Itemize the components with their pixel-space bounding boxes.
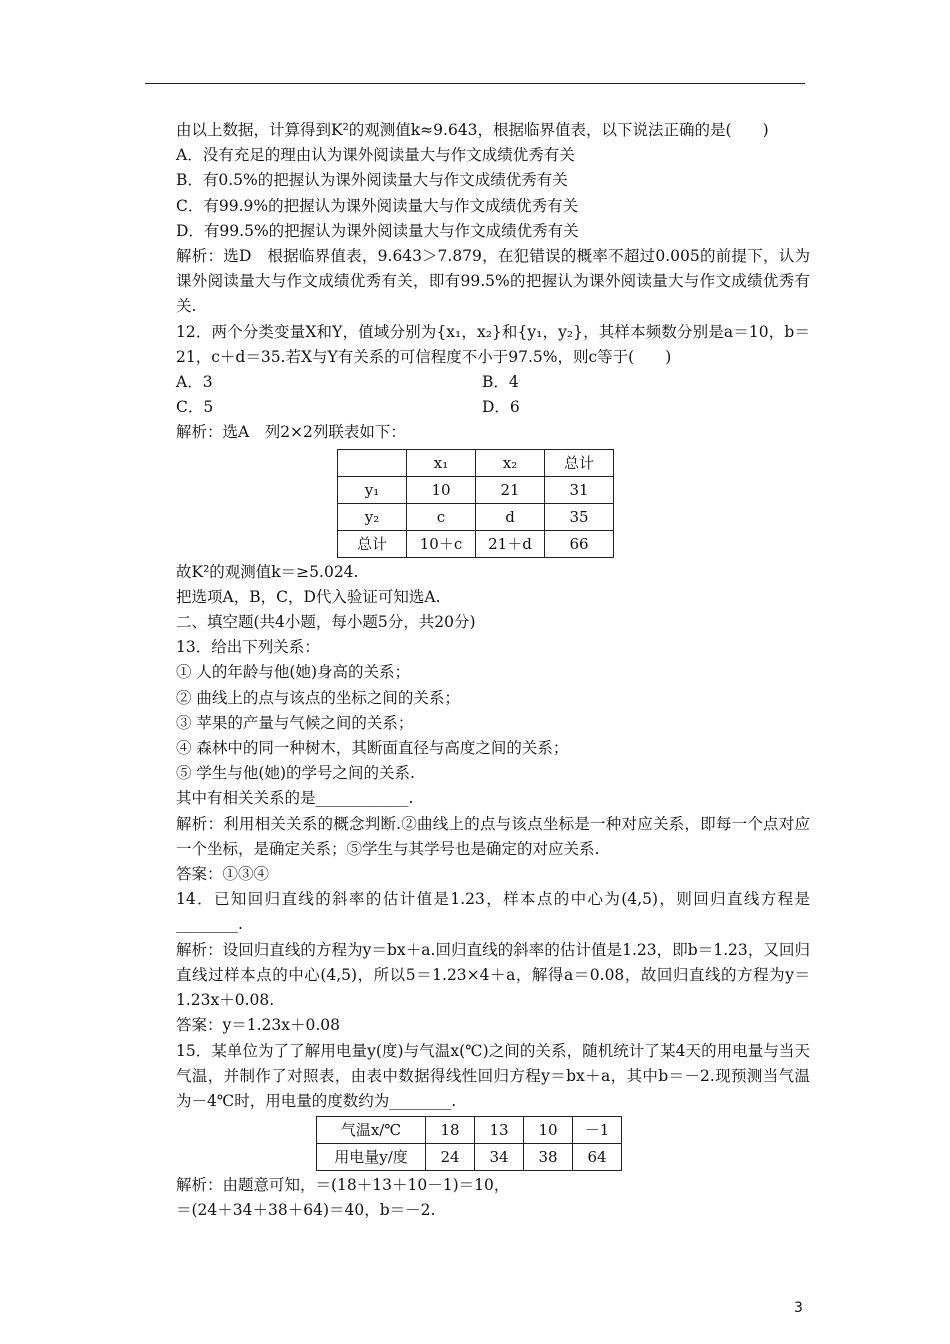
q12-solution-k2: 故K²的观测值k＝≥5.024. [176, 562, 359, 581]
table-cell: 总计 [338, 530, 407, 557]
table-cell: x₁ [407, 449, 476, 476]
q13-item-1: ① 人的年龄与他(她)身高的关系； [176, 663, 411, 682]
q15-stem: 15．某单位为了了解用电量y(度)与气温x(℃)之间的关系，随机统计了某4天的用电量与当天气温，并制作了对照表，由表中数据得线性回归方程y＝bx＋a，其中b＝－2.现预测当气温为－4℃时，用电量的度数约为________. [176, 1041, 810, 1110]
table-cell [338, 449, 407, 476]
q12-solution-conclusion: 把选项A，B，C，D代入验证可知选A. [176, 587, 441, 606]
table-cell: x₂ [476, 449, 545, 476]
q11-option-d: D．有99.5%的把握认为课外阅读量大与作文成绩优秀有关 [176, 221, 579, 240]
table-cell: 10＋c [407, 530, 476, 557]
q13-item-4: ④ 森林中的同一种树木，其断面直径与高度之间的关系； [176, 739, 569, 758]
q11-stem: 由以上数据，计算得到K²的观测值k≈9.643，根据临界值表，以下说法正确的是( ) [176, 121, 769, 139]
q12-option-a: A．3 [176, 373, 213, 392]
table-cell: y₂ [338, 503, 407, 530]
document-body [145, 118, 810, 1224]
table-cell: 用电量y/度 [317, 1144, 426, 1171]
table-cell: d [476, 503, 545, 530]
q13-stem: 13．给出下列关系： [176, 638, 320, 657]
table-cell: 总计 [545, 449, 614, 476]
table-row [338, 449, 614, 476]
section-heading: 二、填空题(共4小题，每小题5分，共20分) [176, 613, 476, 632]
q13-answer: 答案：①③④ [176, 865, 270, 884]
q12-stem: 12．两个分类变量X和Y，值域分别为{x₁，x₂}和{y₁，y₂}，其样本频数分别是a＝10，b＝21，c＋d＝35.若X与Y有关系的可信程度不小于97.5%，则c等于( ) [176, 322, 810, 366]
table-cell: 10 [524, 1117, 573, 1144]
q15-solution-line-1: 解析：由题意可知，＝(18＋13＋10－1)＝10， [176, 1176, 510, 1195]
table-cell: c [407, 503, 476, 530]
table-cell: 气温x/℃ [317, 1117, 426, 1144]
temperature-usage-table [316, 1116, 622, 1171]
table-cell: 10 [407, 476, 476, 503]
table-cell: 13 [475, 1117, 524, 1144]
q13-item-3: ③ 苹果的产量与气候之间的关系； [176, 713, 414, 732]
q14-solution: 解析：设回归直线的方程为y＝bx＋a.回归直线的斜率的估计值是1.23，即b＝1.23，又回归直线过样本点的中心(4,5)，所以5＝1.23×4＋a，解得a＝0.08，故回归直线的方程为y＝1.23x＋0.08. [176, 940, 810, 1010]
table-row [338, 503, 614, 530]
q12-solution-intro: 解析：选A 列2×2列联表如下： [176, 423, 406, 442]
table-cell: 66 [545, 530, 614, 557]
table-cell: 18 [426, 1117, 475, 1144]
contingency-table [337, 449, 614, 558]
page-number: 3 [794, 1300, 803, 1316]
table-cell: 64 [573, 1144, 622, 1171]
table-cell: 35 [545, 503, 614, 530]
table-cell: －1 [573, 1117, 622, 1144]
table-cell: 21＋d [476, 530, 545, 557]
table-row [338, 530, 614, 557]
q12-option-d: D．6 [482, 398, 520, 417]
table-cell: 31 [545, 476, 614, 503]
table-row [338, 476, 614, 503]
q13-item-5: ⑤ 学生与他(她)的学号之间的关系. [176, 764, 415, 783]
q11-option-a: A．没有充足的理由认为课外阅读量大与作文成绩优秀有关 [176, 146, 575, 165]
q14-stem: 14．已知回归直线的斜率的估计值是1.23，样本点的中心为(4,5)，则回归直线方程是________. [176, 890, 810, 934]
table-row [317, 1117, 622, 1144]
q11-solution: 解析：选D 根据临界值表，9.643＞7.879，在犯错误的概率不超过0.005的前提下，认为课外阅读量大与作文成绩优秀有关，即有99.5%的把握认为课外阅读量大与作文成绩优秀有关. [176, 247, 810, 316]
q12-option-c: C．5 [176, 398, 214, 417]
header-rule [145, 83, 805, 84]
q12-options-row-1 [145, 370, 810, 395]
q13-question: 其中有相关关系的是____________. [176, 789, 414, 808]
table-cell: 34 [475, 1144, 524, 1171]
table-cell: 38 [524, 1144, 573, 1171]
q11-option-c: C．有99.9%的把握认为课外阅读量大与作文成绩优秀有关 [176, 196, 579, 215]
q13-solution: 解析：利用相关关系的概念判断.②曲线上的点与该点坐标是一种对应关系，即每一个点对应一个坐标，是确定关系；⑤学生与其学号也是确定的对应关系. [176, 814, 810, 858]
table-cell: y₁ [338, 476, 407, 503]
q14-answer: 答案：y＝1.23x＋0.08 [176, 1016, 341, 1035]
q12-options-row-2 [145, 395, 810, 420]
q13-item-2: ② 曲线上的点与该点的坐标之间的关系； [176, 688, 460, 707]
q11-option-b: B．有0.5%的把握认为课外阅读量大与作文成绩优秀有关 [176, 171, 568, 190]
table-row [317, 1144, 622, 1171]
q15-solution-line-2: ＝(24＋34＋38＋64)＝40，b＝－2. [176, 1201, 436, 1220]
table-cell: 21 [476, 476, 545, 503]
q12-option-b: B．4 [482, 373, 519, 392]
table-cell: 24 [426, 1144, 475, 1171]
